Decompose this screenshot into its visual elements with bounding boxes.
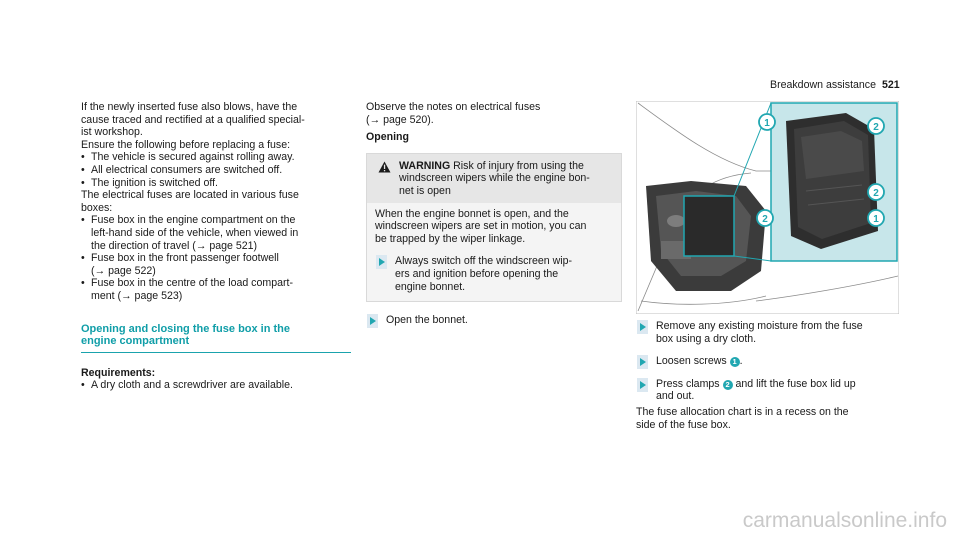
text-line: Always switch off the windscreen wip- <box>395 255 573 268</box>
text-line: Opening and closing the fuse box in the <box>81 322 291 335</box>
text-line: engine compartment <box>81 335 190 348</box>
text-line: cause traced and rectified at a qualified special- <box>81 113 305 126</box>
text-line: Remove any existing moisture from the fuse <box>656 320 863 332</box>
step-loosen-screws <box>636 355 898 368</box>
paragraph-fuse-locations <box>81 189 351 214</box>
column-left <box>81 101 351 392</box>
list-item <box>81 214 351 252</box>
engine-illustration <box>636 101 899 314</box>
text-line: and out. <box>656 390 695 403</box>
step-arrow-icon <box>637 355 648 369</box>
svg-text:1: 1 <box>764 118 770 129</box>
step-arrow-icon <box>637 378 648 392</box>
step-text: Loosen screws <box>656 355 730 368</box>
text-line: The fuse allocation chart is in a recess on the <box>636 405 849 418</box>
running-header <box>770 79 900 92</box>
list-item: • All electrical consumers are switched off. <box>81 164 351 177</box>
text-line: box using a dry cloth. <box>656 332 757 345</box>
text-line: Risk of injury from using the <box>453 159 584 172</box>
svg-text:1: 1 <box>873 214 879 225</box>
column-right <box>636 320 898 431</box>
text-line: Observe the notes on electrical fuses <box>366 101 541 113</box>
svg-text:2: 2 <box>762 214 768 225</box>
paragraph-fuse-allocation <box>636 406 898 431</box>
warning-text <box>375 208 613 246</box>
text-line: engine bonnet. <box>395 280 466 293</box>
page-reference-link[interactable]: (→ page 522) <box>91 264 156 277</box>
step-arrow-icon <box>637 320 648 334</box>
warning-step <box>375 255 613 293</box>
text-line: windscreen wipers while the engine bon- <box>399 172 590 185</box>
list-item <box>81 252 351 277</box>
step-text: and lift the fuse box lid up <box>732 377 856 390</box>
list-item <box>81 277 351 302</box>
callout-marker <box>868 118 884 134</box>
callout-marker <box>759 114 775 130</box>
column-middle <box>366 101 622 327</box>
warning-body <box>367 203 621 302</box>
text-line: ers and ignition before opening the <box>395 267 559 280</box>
step-text: . <box>739 355 743 368</box>
text-line: be trapped by the wiper linkage. <box>375 232 526 245</box>
text-line: When the engine bonnet is open, and the <box>375 207 569 220</box>
callout-badge: 2 <box>723 380 733 390</box>
text-line: Fuse box in the engine compartment on the <box>91 214 296 227</box>
text-line: If the newly inserted fuse also blows, have the <box>81 101 298 113</box>
page-reference-link[interactable]: ment (→ page 523) <box>91 289 183 302</box>
paragraph-ensure: Ensure the following before replacing a fuse: <box>81 138 291 151</box>
warning-box <box>366 153 622 302</box>
requirements-label: Requirements: <box>81 366 156 379</box>
text-line: net is open <box>399 184 451 197</box>
text-line: boxes: <box>81 201 113 214</box>
list-item: • A dry cloth and a screwdriver are available. <box>81 379 351 392</box>
svg-text:2: 2 <box>873 122 879 133</box>
step-open-bonnet <box>366 314 622 327</box>
callout-marker <box>868 184 884 200</box>
list-item: • The vehicle is secured against rolling away. <box>81 151 351 164</box>
opening-label: Opening <box>366 131 409 144</box>
step-press-clamps <box>636 378 898 403</box>
page-reference-link[interactable]: the direction of travel (→ page 521) <box>91 239 258 252</box>
warning-label: WARNING <box>399 159 451 172</box>
text-line: ist workshop. <box>81 126 143 139</box>
text-line: side of the fuse box. <box>636 418 731 431</box>
list-item: • The ignition is switched off. <box>81 177 351 190</box>
svg-text:2: 2 <box>873 188 879 199</box>
warning-triangle-icon <box>378 161 391 177</box>
step-text: Open the bonnet. <box>386 314 468 327</box>
warning-header <box>367 154 621 203</box>
text-line: left-hand side of the vehicle, when viewed in <box>91 226 299 239</box>
watermark: carmanualsonline.info <box>742 509 947 533</box>
paragraph-fuse-blows <box>81 101 351 139</box>
text-line: Fuse box in the front passenger footwell <box>91 252 279 265</box>
step-arrow-icon <box>367 314 378 328</box>
step-remove-moisture <box>636 320 898 345</box>
page-number: 521 <box>882 79 900 91</box>
page-reference-link[interactable]: (→ page 520). <box>366 113 434 126</box>
step-arrow-icon <box>376 255 387 269</box>
section-heading <box>81 323 351 348</box>
callout-badge: 1 <box>730 357 740 367</box>
callout-marker <box>757 210 773 226</box>
paragraph-observe-notes <box>366 101 622 126</box>
text-line: Fuse box in the centre of the load compart- <box>91 277 293 290</box>
engine-compartment-figure <box>636 101 899 314</box>
callout-marker <box>868 210 884 226</box>
step-text: Press clamps <box>656 377 723 390</box>
section-title: Breakdown assistance <box>770 79 876 91</box>
text-line: windscreen wipers are set in motion, you can <box>375 220 587 233</box>
text-line: The electrical fuses are located in various fuse <box>81 189 299 202</box>
